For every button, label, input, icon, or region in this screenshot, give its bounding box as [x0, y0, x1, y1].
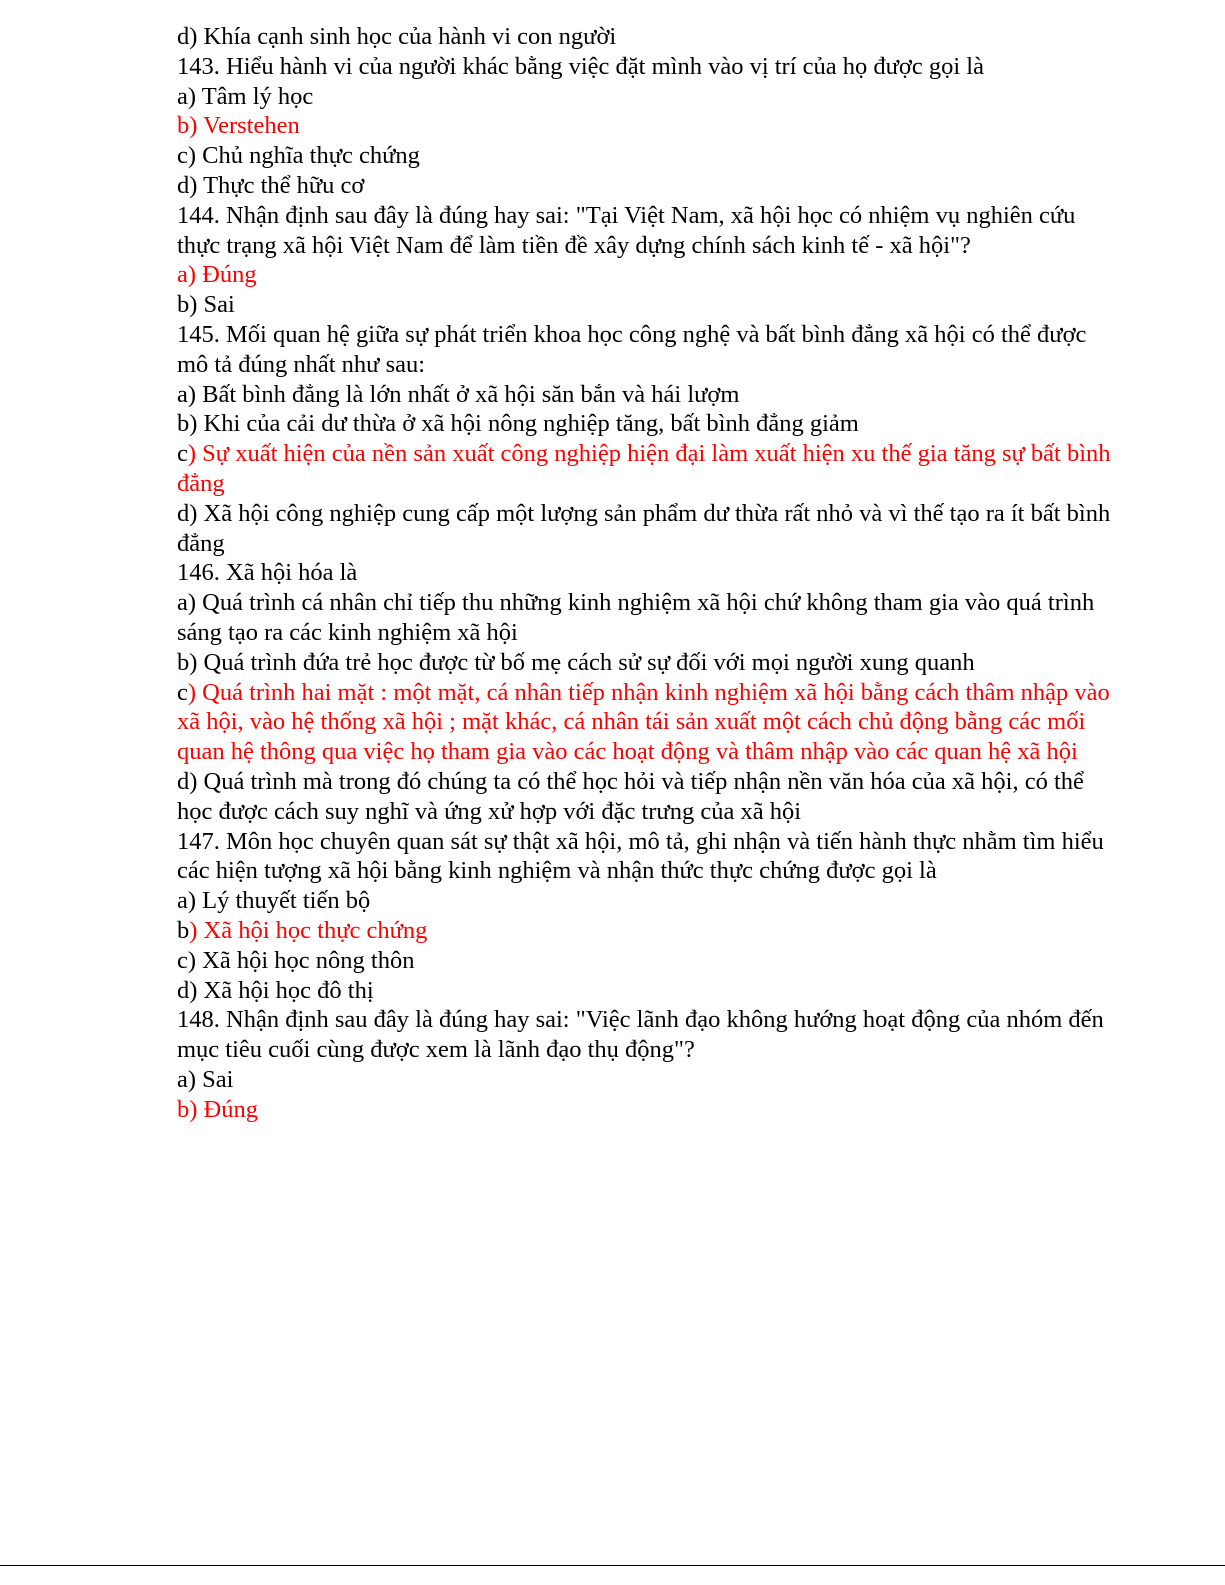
- line-text: c) Chủ nghĩa thực chứng: [177, 142, 420, 170]
- question-text: 147. Môn học chuyên quan sát sự thật xã hội, mô tả, ghi nhận và tiến hành thực nhằm tìm hiểu các hiện tượng xã hội bằng kinh nghiệm và nhận thức thực chứng được gọi là: [177, 827, 1104, 885]
- document-page: [177, 22, 1122, 1124]
- line-text: a) Sai: [177, 1065, 234, 1093]
- question-line: [177, 320, 1122, 380]
- line-text: d) Quá trình mà trong đó chúng ta có thể học hỏi và tiếp nhận nền văn hóa của xã hội, có thể học được cách suy nghĩ và ứng xử hợp với đặc trưng của xã hội: [177, 767, 1084, 825]
- correct-answer-line: [177, 678, 1122, 767]
- option-line: [177, 946, 1122, 976]
- line-text: d) Khía cạnh sinh học của hành vi con người: [177, 23, 617, 50]
- question-text: 143. Hiểu hành vi của người khác bằng việc đặt mình vào vị trí của họ được gọi là: [177, 52, 984, 80]
- question-line: [177, 827, 1122, 887]
- line-text: a) Bất bình đẳng là lớn nhất ở xã hội săn bắn và hái lượm: [177, 380, 740, 408]
- question-line: [177, 1005, 1122, 1065]
- question-text: 146. Xã hội hóa là: [177, 559, 358, 587]
- question-line: [177, 52, 1122, 82]
- option-line: [177, 588, 1122, 648]
- correct-answer-line: [177, 111, 1122, 141]
- answer-text: ) Quá trình hai mặt : một mặt, cá nhân tiếp nhận kinh nghiệm xã hội bằng cách thâm nhập vào xã hội, vào hệ thống xã hội ; mặt khác, cá nhân tái sản xuất một cách chủ động bằng các mối quan hệ thông qua việc họ tham gia vào các hoạt động và thâm nhập vào các quan hệ xã hội: [177, 678, 1110, 766]
- answer-text: ) Sự xuất hiện của nền sản xuất công nghiệp hiện đại làm xuất hiện xu thế gia tăng sự bất bình đẳng: [177, 440, 1111, 497]
- answer-text: b) Đúng: [177, 1095, 258, 1123]
- correct-answer-line: [177, 916, 1122, 946]
- answer-text: ) Xã hội học thực chứng: [189, 916, 428, 944]
- line-text: c: [177, 440, 188, 468]
- option-line: [177, 976, 1122, 1006]
- line-text: c: [177, 678, 188, 706]
- option-line: [177, 290, 1122, 320]
- question-text: 145. Mối quan hệ giữa sự phát triển khoa học công nghệ và bất bình đẳng xã hội có thể được mô tả đúng nhất như sau:: [177, 320, 1087, 378]
- question-line: [177, 558, 1122, 588]
- option-line: [177, 648, 1122, 678]
- correct-answer-line: [177, 1095, 1122, 1125]
- line-text: b) Khi của cải dư thừa ở xã hội nông nghiệp tăng, bất bình đẳng giảm: [177, 410, 859, 438]
- question-line: [177, 201, 1122, 261]
- question-text: 148. Nhận định sau đây là đúng hay sai: "Việc lãnh đạo không hướng hoạt động của nhóm đến mục tiêu cuối cùng được xem là lãnh đạo thụ động"?: [177, 1006, 1104, 1064]
- line-text: a) Quá trình cá nhân chỉ tiếp thu những kinh nghiệm xã hội chứ không tham gia vào quá trình sáng tạo ra các kinh nghiệm xã hội: [177, 589, 1095, 646]
- line-text: b) Quá trình đứa trẻ học được từ bố mẹ cách sử sự đối với mọi người xung quanh: [177, 648, 975, 676]
- answer-text: a) Đúng: [177, 261, 257, 289]
- option-line: [177, 886, 1122, 916]
- line-text: c) Xã hội học nông thôn: [177, 946, 415, 974]
- line-text: b) Sai: [177, 291, 235, 319]
- line-text: d) Xã hội học đô thị: [177, 976, 374, 1004]
- question-text: 144. Nhận định sau đây là đúng hay sai: "Tại Việt Nam, xã hội học có nhiệm vụ nghiên cứu thực trạng xã hội Việt Nam để làm tiền đề xây dựng chính sách kinh tế - xã hội"?: [177, 201, 1076, 259]
- option-line: [177, 171, 1122, 201]
- page-bottom-rule: [0, 1565, 1225, 1566]
- option-line: [177, 767, 1122, 827]
- line-text: d) Thực thể hữu cơ: [177, 171, 365, 199]
- option-line: [177, 82, 1122, 112]
- line-text: d) Xã hội công nghiệp cung cấp một lượng sản phẩm dư thừa rất nhỏ và vì thế tạo ra ít bất bình đẳng: [177, 499, 1111, 557]
- line-text: a) Tâm lý học: [177, 82, 314, 110]
- option-line: [177, 499, 1122, 559]
- option-line: [177, 380, 1122, 410]
- line-text: b: [177, 916, 190, 944]
- correct-answer-line: [177, 260, 1122, 290]
- option-line: [177, 141, 1122, 171]
- correct-answer-line: [177, 439, 1122, 499]
- option-line: [177, 22, 1122, 52]
- option-line: [177, 1065, 1122, 1095]
- answer-text: b) Verstehen: [177, 112, 300, 140]
- line-text: a) Lý thuyết tiến bộ: [177, 887, 371, 915]
- option-line: [177, 409, 1122, 439]
